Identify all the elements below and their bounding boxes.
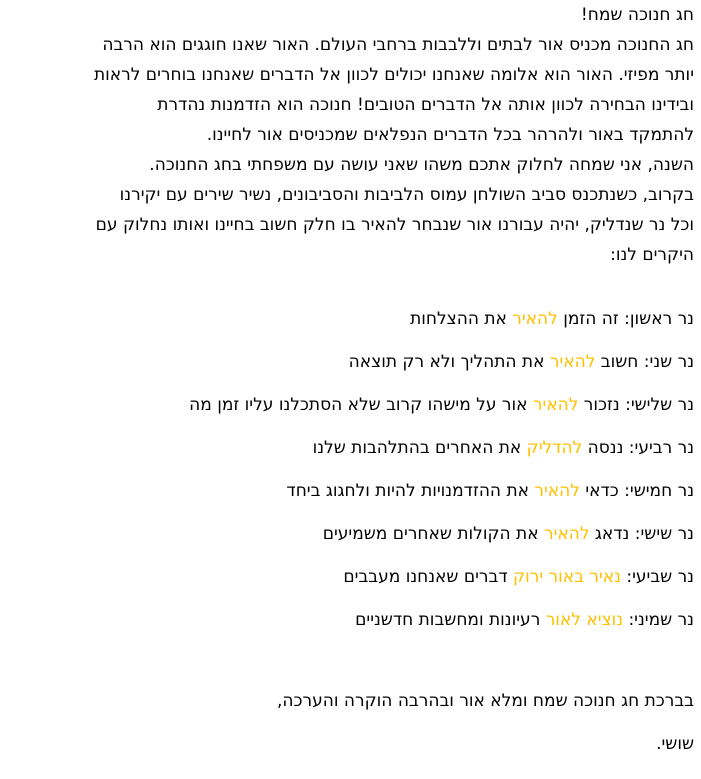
candle-line-4 <box>4 427 694 470</box>
intro-line: וכל נר שנדליק, יהיה עבורנו אור שנבחר להאיר בו חלק חשוב בחיינו ואותו נחלוק עם <box>95 215 694 235</box>
candle-highlight: להאיר <box>512 309 558 329</box>
candle-highlight: נוציא לאור <box>545 610 624 630</box>
candle-line-5 <box>4 470 694 513</box>
candle-line-8 <box>4 599 694 642</box>
candle-text: את האחרים בהתלהבות שלנו <box>312 438 527 458</box>
candle-highlight: להדליק <box>526 438 583 458</box>
intro-line: בקרוב, כשנתכנס סביב השולחן עמוס הלביבות והסביבונים, נשיר שירים עם יקירנו <box>119 185 694 205</box>
candle-text: את ההצלחות <box>410 309 513 329</box>
candle-text: נר שמיני: <box>623 610 694 630</box>
candle-highlight: להאיר <box>549 352 596 372</box>
candle-text: נר רביעי: ננסה <box>582 438 694 458</box>
candle-highlight: נאיר באור ירוק <box>513 567 621 587</box>
candle-text: נר חמישי: כדאי <box>579 481 694 501</box>
intro-line: היקרים לנו: <box>610 245 694 265</box>
greeting: חג חנוכה שמח! <box>580 5 694 25</box>
candle-text: את התהליך ולא רק תוצאה <box>348 352 550 372</box>
signature: שושי. <box>656 734 694 754</box>
candle-text: נר ראשון: זה הזמן <box>557 309 694 329</box>
candle-line-2 <box>4 341 694 384</box>
candle-line-6 <box>4 513 694 556</box>
closing-line: בברכת חג חנוכה שמח ומלא אור ובהרבה הוקרה והערכה, <box>277 691 694 711</box>
intro-line: השנה, אני שמחה לחלוק אתכם משהו שאני עושה עם משפחתי בחג החנוכה. <box>149 155 694 175</box>
intro-line: להתמקד באור ולהרהר בכל הדברים הנפלאים שמכניסים אור לחיינו. <box>206 125 694 145</box>
intro-line: יותר מפיזי. האור הוא אלומה שאנחנו יכולים לכוון אל הדברים שאנחנו בוחרים לראות <box>93 65 694 85</box>
candle-text: נר שישי: נדאג <box>589 524 694 544</box>
candle-line-3 <box>4 384 694 427</box>
intro-line: ובידינו הבחירה לכוון אותה אל הדברים הטובים! חנוכה הוא הזדמנות נהדרת <box>157 95 694 115</box>
intro-line: חג החנוכה מכניס אור לבתים וללבבות ברחבי העולם. האור שאנו חוגגים הוא הרבה <box>102 35 694 55</box>
candle-text: את הקולות שאחרים משמיעים <box>322 524 544 544</box>
candle-highlight: להאיר <box>543 524 590 544</box>
candle-text: אור על מישהו קרוב שלא הסתכלנו עליו זמן מה <box>189 395 533 415</box>
candle-highlight: להאיר <box>534 481 580 501</box>
spacer <box>4 642 694 680</box>
candle-text: נר שביעי: <box>620 567 694 587</box>
candle-text: דברים שאנחנו מעבבים <box>343 567 514 587</box>
candle-highlight: להאיר <box>532 395 579 415</box>
candle-text: את ההזדמנויות להיות ולחגוג ביחד <box>286 481 535 501</box>
candle-text: רעיונות ומחשבות חדשניים <box>355 610 546 630</box>
letter-document <box>4 0 694 766</box>
candle-text: נר שני: חשוב <box>595 352 694 372</box>
candle-line-1 <box>4 298 694 341</box>
candle-text: נר שלישי: נזכור <box>578 395 694 415</box>
spacer <box>4 270 694 298</box>
candle-line-7 <box>4 556 694 599</box>
